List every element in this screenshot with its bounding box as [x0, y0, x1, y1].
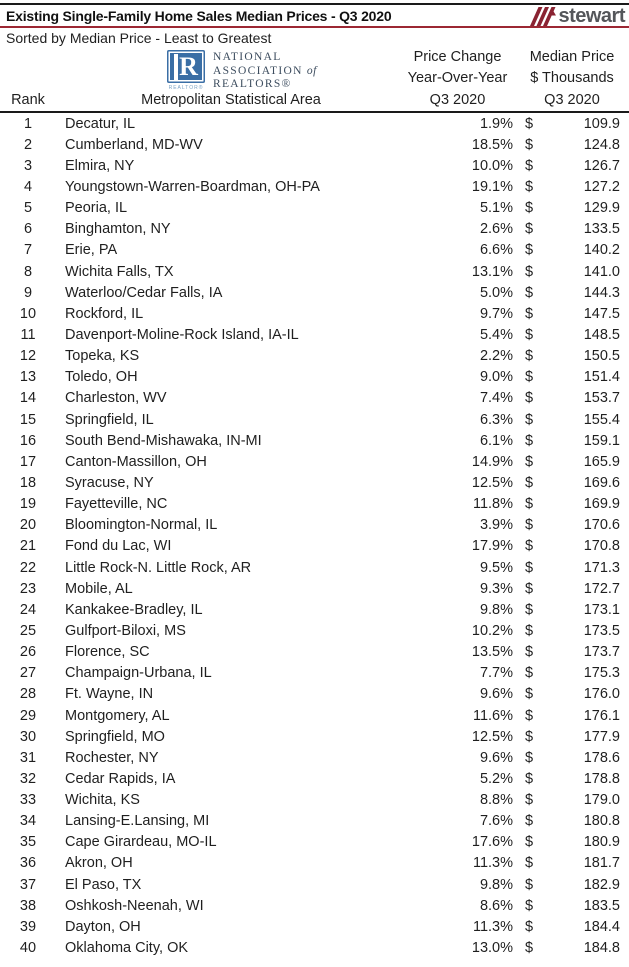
price-change-cell: 19.1%	[471, 178, 513, 195]
rank-cell: 24	[19, 601, 37, 618]
msa-cell: Wichita Falls, TX	[65, 263, 174, 280]
rank-cell: 10	[19, 305, 37, 322]
dollar-sign: $	[524, 559, 534, 576]
median-price-cell: 140.2	[583, 242, 620, 259]
median-price-cell: 176.1	[583, 707, 620, 724]
price-change-cell: 9.7%	[479, 305, 513, 322]
msa-cell: Rochester, NY	[65, 749, 159, 766]
stewart-logo	[530, 5, 625, 27]
median-price-cell: 177.9	[583, 728, 620, 745]
rank-cell: 17	[19, 453, 37, 470]
dollar-sign: $	[524, 411, 534, 428]
table-row	[0, 261, 629, 282]
table-row	[0, 367, 629, 388]
msa-cell: Wichita, KS	[65, 792, 140, 809]
median-price-cell: 181.7	[583, 855, 620, 872]
rank-cell: 6	[23, 221, 33, 238]
dollar-sign: $	[524, 221, 534, 238]
msa-cell: Springfield, IL	[65, 411, 154, 428]
rank-cell: 12	[19, 348, 37, 365]
price-change-cell: 5.2%	[479, 770, 513, 787]
dollar-sign: $	[524, 474, 534, 491]
dollar-sign: $	[524, 348, 534, 365]
dollar-sign: $	[524, 940, 534, 957]
price-change-cell: 11.6%	[472, 707, 513, 724]
table-row	[0, 811, 629, 832]
dollar-sign: $	[524, 453, 534, 470]
dollar-sign: $	[524, 136, 534, 153]
msa-cell: Rockford, IL	[65, 305, 144, 322]
price-change-cell: 13.0%	[471, 940, 513, 957]
msa-cell: Akron, OH	[65, 855, 133, 872]
rank-cell: 39	[19, 918, 37, 935]
dollar-sign: $	[524, 770, 534, 787]
nar-of: of	[306, 64, 317, 77]
msa-cell: Fond du Lac, WI	[65, 538, 172, 555]
table-row	[0, 515, 629, 536]
table-row	[0, 705, 629, 726]
median-price-cell: 129.9	[583, 200, 620, 217]
dollar-sign: $	[524, 157, 534, 174]
msa-cell: Champaign-Urbana, IL	[65, 665, 212, 682]
median-price-line3: Q3 2020	[544, 91, 600, 108]
msa-cell: Charleston, WV	[65, 390, 167, 407]
msa-cell: Toledo, OH	[65, 369, 138, 386]
msa-cell: South Bend-Mishawaka, IN-MI	[65, 432, 262, 449]
rank-cell: 27	[19, 665, 37, 682]
msa-cell: El Paso, TX	[65, 876, 142, 893]
dollar-sign: $	[524, 918, 534, 935]
median-price-cell: 173.5	[583, 622, 620, 639]
rank-cell: 38	[19, 897, 37, 914]
msa-cell: Oklahoma City, OK	[65, 940, 189, 957]
table-row	[0, 282, 629, 303]
price-change-cell: 8.6%	[479, 897, 513, 914]
median-price-cell: 169.6	[583, 474, 620, 491]
table-row	[0, 768, 629, 789]
median-price-cell: 178.6	[583, 749, 620, 766]
price-change-cell: 6.1%	[479, 432, 513, 449]
price-change-cell: 13.5%	[471, 644, 513, 661]
dollar-sign: $	[524, 665, 534, 682]
rank-cell: 3	[23, 157, 33, 174]
median-price-cell: 109.9	[583, 115, 620, 132]
median-price-cell: 155.4	[583, 411, 620, 428]
rank-cell: 33	[19, 792, 37, 809]
msa-cell: Springfield, MO	[65, 728, 165, 745]
price-change-cell: 7.6%	[479, 813, 513, 830]
table-row	[0, 726, 629, 747]
msa-cell: Dayton, OH	[65, 918, 141, 935]
dollar-sign: $	[524, 876, 534, 893]
msa-cell: Cape Girardeau, MO-IL	[65, 834, 217, 851]
median-price-cell: 184.8	[583, 940, 620, 957]
table-row	[0, 240, 629, 261]
price-change-cell: 9.0%	[479, 369, 513, 386]
rank-cell: 14	[19, 390, 37, 407]
price-change-line2: Year-Over-Year	[407, 70, 508, 87]
median-price-cell: 179.0	[583, 792, 620, 809]
median-price-cell: 178.8	[583, 770, 620, 787]
column-header-price-change	[400, 47, 515, 111]
rank-cell: 26	[19, 644, 37, 661]
msa-cell: Canton-Massillon, OH	[65, 453, 207, 470]
table-row	[0, 176, 629, 197]
median-price-cell: 144.3	[583, 284, 620, 301]
table-row	[0, 494, 629, 515]
sort-note: Sorted by Median Price - Least to Greatest	[6, 29, 272, 46]
msa-cell: Youngstown-Warren-Boardman, OH-PA	[65, 178, 320, 195]
rank-cell: 37	[19, 876, 37, 893]
nar-line1: NATIONAL	[213, 51, 282, 63]
column-header-median-price	[516, 47, 628, 111]
title-bar	[0, 5, 629, 26]
rank-cell: 32	[19, 770, 37, 787]
dollar-sign: $	[524, 517, 534, 534]
rank-cell: 35	[19, 834, 37, 851]
msa-cell: Ft. Wayne, IN	[65, 686, 154, 703]
median-price-cell: 124.8	[583, 136, 620, 153]
median-price-cell: 184.4	[583, 918, 620, 935]
dollar-sign: $	[524, 326, 534, 343]
rank-cell: 7	[23, 242, 33, 259]
table-row	[0, 113, 629, 134]
price-change-cell: 9.8%	[479, 601, 513, 618]
nar-wordmark	[213, 50, 317, 92]
table-row	[0, 937, 629, 958]
msa-cell: Lansing-E.Lansing, MI	[65, 813, 210, 830]
dollar-sign: $	[524, 263, 534, 280]
price-change-cell: 14.9%	[471, 453, 513, 470]
nar-line2	[213, 65, 317, 79]
table-row	[0, 219, 629, 240]
dollar-sign: $	[524, 644, 534, 661]
msa-cell: Cedar Rapids, IA	[65, 770, 176, 787]
price-change-cell: 3.9%	[479, 517, 513, 534]
dollar-sign: $	[524, 601, 534, 618]
price-change-cell: 9.8%	[479, 876, 513, 893]
price-change-cell: 5.4%	[479, 326, 513, 343]
stewart-slashes-icon	[530, 5, 556, 27]
column-header-msa: Metropolitan Statistical Area	[141, 92, 321, 108]
table-row	[0, 578, 629, 599]
msa-cell: Cumberland, MD-WV	[65, 136, 203, 153]
rank-cell: 36	[19, 855, 37, 872]
price-change-cell: 10.2%	[471, 622, 513, 639]
msa-cell: Montgomery, AL	[65, 707, 170, 724]
price-change-cell: 7.7%	[479, 665, 513, 682]
dollar-sign: $	[524, 538, 534, 555]
msa-cell: Little Rock-N. Little Rock, AR	[65, 559, 252, 576]
rank-cell: 2	[23, 136, 33, 153]
median-price-cell: 171.3	[583, 559, 620, 576]
dollar-sign: $	[524, 496, 534, 513]
price-change-cell: 8.8%	[479, 792, 513, 809]
price-change-cell: 9.6%	[479, 686, 513, 703]
dollar-sign: $	[524, 115, 534, 132]
dollar-sign: $	[524, 432, 534, 449]
dollar-sign: $	[524, 305, 534, 322]
rank-cell: 28	[19, 686, 37, 703]
rank-cell: 21	[19, 538, 37, 555]
price-change-cell: 9.6%	[479, 749, 513, 766]
price-change-cell: 13.1%	[471, 263, 513, 280]
table-row	[0, 832, 629, 853]
realtor-r-icon	[167, 50, 205, 83]
median-price-cell: 170.8	[583, 538, 620, 555]
rank-cell: 16	[19, 432, 37, 449]
price-change-cell: 9.5%	[479, 559, 513, 576]
dollar-sign: $	[524, 200, 534, 217]
dollar-sign: $	[524, 707, 534, 724]
rank-cell: 20	[19, 517, 37, 534]
rank-cell: 13	[19, 369, 37, 386]
dollar-sign: $	[524, 622, 534, 639]
msa-cell: Fayetteville, NC	[65, 496, 168, 513]
median-price-line2: $ Thousands	[530, 70, 614, 87]
msa-cell: Binghamton, NY	[65, 221, 171, 238]
dollar-sign: $	[524, 813, 534, 830]
rank-cell: 9	[23, 284, 33, 301]
rank-cell: 25	[19, 622, 37, 639]
dollar-sign: $	[524, 242, 534, 259]
msa-cell: Peoria, IL	[65, 200, 128, 217]
rank-cell: 23	[19, 580, 37, 597]
table-row	[0, 303, 629, 324]
median-price-cell: 151.4	[583, 369, 620, 386]
msa-cell: Topeka, KS	[65, 348, 140, 365]
price-change-cell: 5.1%	[479, 200, 513, 217]
median-price-cell: 176.0	[583, 686, 620, 703]
median-price-cell: 173.7	[583, 644, 620, 661]
dollar-sign: $	[524, 178, 534, 195]
msa-cell: Florence, SC	[65, 644, 150, 661]
table-row	[0, 853, 629, 874]
price-change-line3: Q3 2020	[429, 91, 486, 108]
table-row	[0, 430, 629, 451]
table-row	[0, 134, 629, 155]
price-change-cell: 7.4%	[479, 390, 513, 407]
stewart-wordmark: stewart	[558, 4, 625, 27]
table-row	[0, 684, 629, 705]
price-change-cell: 12.5%	[471, 728, 513, 745]
table-row	[0, 451, 629, 472]
rank-cell: 40	[19, 940, 37, 957]
msa-cell: Bloomington-Normal, IL	[65, 517, 218, 534]
rank-cell: 1	[23, 115, 33, 132]
price-change-cell: 2.6%	[479, 221, 513, 238]
msa-cell: Syracuse, NY	[65, 474, 154, 491]
median-price-cell: 153.7	[583, 390, 620, 407]
table-row	[0, 642, 629, 663]
median-price-cell: 170.6	[583, 517, 620, 534]
rank-cell: 31	[19, 749, 37, 766]
median-price-cell: 182.9	[583, 876, 620, 893]
table-row	[0, 916, 629, 937]
median-price-cell: 175.3	[583, 665, 620, 682]
table-row	[0, 198, 629, 219]
table-row	[0, 388, 629, 409]
price-change-cell: 11.3%	[472, 855, 513, 872]
dollar-sign: $	[524, 369, 534, 386]
nar-logo	[166, 50, 317, 92]
msa-cell: Kankakee-Bradley, IL	[65, 601, 203, 618]
rank-cell: 34	[19, 813, 37, 830]
table-row	[0, 409, 629, 430]
dollar-sign: $	[524, 284, 534, 301]
msa-cell: Davenport-Moline-Rock Island, IA-IL	[65, 326, 299, 343]
rank-cell: 8	[23, 263, 33, 280]
table-row	[0, 874, 629, 895]
msa-cell: Waterloo/Cedar Falls, IA	[65, 284, 223, 301]
dollar-sign: $	[524, 897, 534, 914]
rank-cell: 11	[20, 326, 36, 343]
median-price-cell: 172.7	[583, 580, 620, 597]
rank-cell: 30	[19, 728, 37, 745]
rank-cell: 29	[19, 707, 37, 724]
median-price-cell: 159.1	[583, 432, 620, 449]
dollar-sign: $	[524, 792, 534, 809]
median-price-cell: 127.2	[583, 178, 620, 195]
price-change-cell: 5.0%	[479, 284, 513, 301]
dollar-sign: $	[524, 834, 534, 851]
page-title: Existing Single-Family Home Sales Median Prices - Q3 2020	[6, 7, 392, 24]
rank-cell: 22	[19, 559, 37, 576]
price-change-cell: 2.2%	[479, 348, 513, 365]
table-row	[0, 620, 629, 641]
price-change-cell: 6.3%	[479, 411, 513, 428]
table-row	[0, 599, 629, 620]
rank-cell: 19	[19, 496, 37, 513]
dollar-sign: $	[524, 855, 534, 872]
median-price-cell: 133.5	[583, 221, 620, 238]
table-row	[0, 557, 629, 578]
column-header-rank: Rank	[11, 92, 45, 108]
realtor-badge-icon	[166, 50, 206, 92]
price-change-cell: 17.6%	[471, 834, 513, 851]
median-price-cell: 173.1	[583, 601, 620, 618]
table-row	[0, 324, 629, 345]
median-price-cell: 180.9	[583, 834, 620, 851]
table-row	[0, 747, 629, 768]
price-change-cell: 17.9%	[471, 538, 513, 555]
nar-line3: REALTORS®	[213, 78, 292, 90]
subtitle-bar	[0, 28, 629, 47]
dollar-sign: $	[524, 749, 534, 766]
median-price-cell: 147.5	[583, 305, 620, 322]
table-row	[0, 472, 629, 493]
dollar-sign: $	[524, 686, 534, 703]
table-row	[0, 790, 629, 811]
table-row	[0, 536, 629, 557]
nar-association: ASSOCIATION	[213, 64, 303, 77]
msa-cell: Mobile, AL	[65, 580, 133, 597]
price-change-cell: 11.8%	[472, 496, 513, 513]
realtor-badge-caption: REALTOR®	[168, 85, 204, 91]
table-row	[0, 155, 629, 176]
median-price-cell: 183.5	[583, 897, 620, 914]
rank-cell: 18	[19, 474, 37, 491]
price-change-cell: 9.3%	[479, 580, 513, 597]
table-row	[0, 346, 629, 367]
table-row	[0, 663, 629, 684]
median-price-cell: 148.5	[583, 326, 620, 343]
rank-cell: 4	[23, 178, 33, 195]
price-change-cell: 10.0%	[471, 157, 513, 174]
rank-cell: 15	[19, 411, 37, 428]
table-row	[0, 895, 629, 916]
median-price-cell: 165.9	[583, 453, 620, 470]
median-price-line1: Median Price	[529, 49, 615, 65]
median-price-cell: 169.9	[583, 496, 620, 513]
msa-cell: Elmira, NY	[65, 157, 135, 174]
median-price-cell: 150.5	[583, 348, 620, 365]
msa-cell: Erie, PA	[65, 242, 118, 259]
price-change-cell: 11.3%	[472, 918, 513, 935]
dollar-sign: $	[524, 728, 534, 745]
median-price-cell: 180.8	[583, 813, 620, 830]
rank-cell: 5	[23, 200, 33, 217]
median-price-cell: 141.0	[583, 263, 620, 280]
dollar-sign: $	[524, 580, 534, 597]
msa-cell: Gulfport-Biloxi, MS	[65, 622, 186, 639]
table-body	[0, 113, 629, 959]
price-change-line1: Price Change	[413, 49, 502, 65]
price-change-cell: 1.9%	[479, 115, 513, 132]
msa-cell: Decatur, IL	[65, 115, 136, 132]
table-header-region	[0, 47, 629, 111]
price-change-cell: 18.5%	[471, 136, 513, 153]
price-change-cell: 12.5%	[471, 474, 513, 491]
price-change-cell: 6.6%	[479, 242, 513, 259]
realtor-r-letter: R	[174, 54, 198, 80]
msa-cell: Oshkosh-Neenah, WI	[65, 897, 204, 914]
dollar-sign: $	[524, 390, 534, 407]
median-price-cell: 126.7	[583, 157, 620, 174]
